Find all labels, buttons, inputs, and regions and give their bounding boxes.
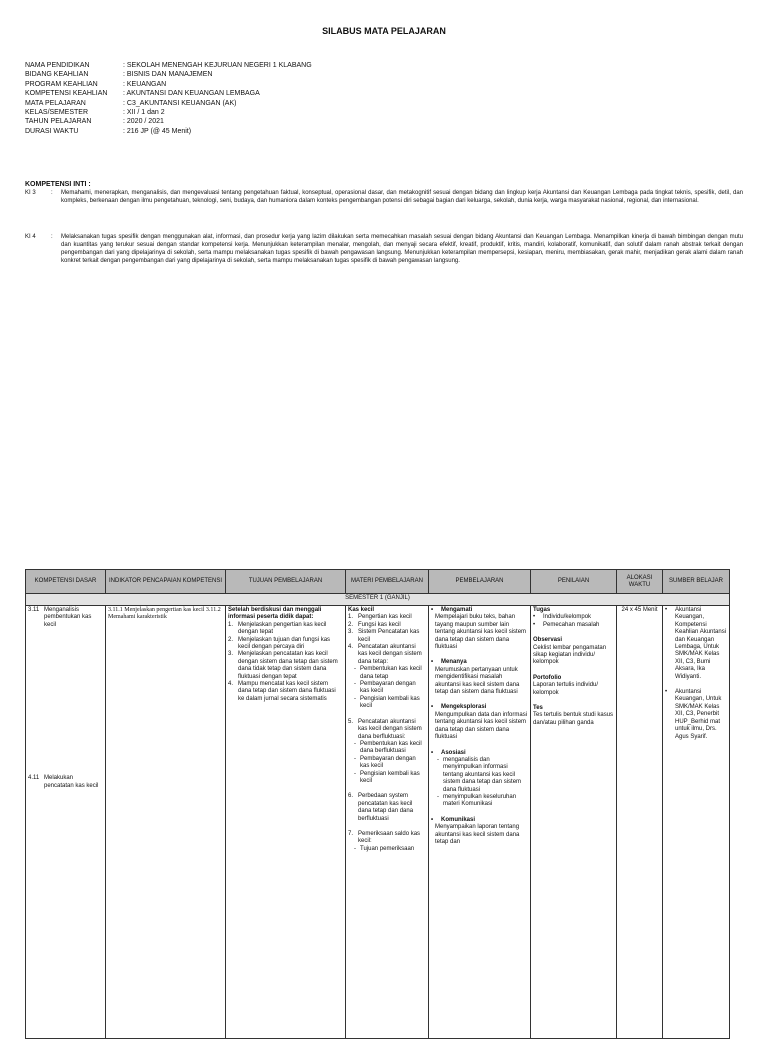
activity-text: Mempelajari buku teks, bahan tayang maupun sumber lain tentang akuntansi kas kecil sistem dana tetap dan sistem dana fluktuasi	[435, 614, 527, 651]
bullet-icon: •	[533, 621, 536, 628]
header-tujuan: TUJUAN PEMBELAJARAN	[226, 570, 346, 594]
sub-text: Pembentukan kas kecil dana tetap	[360, 666, 422, 680]
list-item	[533, 622, 614, 629]
list-item	[228, 651, 343, 681]
ki-label: KI 3	[25, 190, 36, 196]
sub-item	[348, 741, 426, 756]
cell-alokasi: 24 x 45 Menit	[617, 606, 663, 1039]
activity-heading	[431, 704, 528, 711]
tujuan-intro: Setelah berdiskusi dan menggali informasi peserta didik dapat:	[228, 607, 322, 621]
list-item	[228, 622, 343, 637]
list-text: Akuntansi Keuangan, Untuk SMK/MAK Kelas XII, C3, Penerbit HUP_Berhid mat untuk ilmu, Drs. Agus Syarif.	[675, 689, 722, 740]
ki-text: Melaksanakan tugas spesifik dengan menggunakan alat, informasi, dan prosedur kerja yang lazim dilakukan serta memecahkan masalah sesuai dengan bidang Akuntansi dan Keuangan Lembaga. Menampilkan kinerja di bawah bimbingan dengan mutu dan kuantitas yang terukur sesuai dengan standar kompetensi kerja. Menunjukkan keterampilan menalar, mengolah, dan menyaji secara efektif, kreatif, produktif, kritis, mandiri, kolaboratif, komunikatif, dan solutif dalam ranah abstrak terkait dengan pengembangan dari yang dipelajarinya di sekolah, serta mampu melaksanakan tugas spesifik di bawah pengawasan langsung. Menunjukkan keterampilan mempersepsi, kesiapan, meniru, membiasakan, gerak mahir, menjadikan gerak alami dalam ranah konkret terkait dengan pengembangan dari yang dipelajarinya di sekolah, serta mampu melaksanakan tugas spesifik di bawah pengawasan langsung.	[61, 234, 743, 264]
assessment-heading: Portofolio	[533, 674, 562, 681]
list-number: 3.	[228, 651, 234, 658]
assessment-text: Laporan tertulis individu/ kelompok	[533, 682, 599, 696]
assessment-heading: Tes	[533, 705, 543, 712]
ki-separator: :	[51, 234, 53, 240]
list-item	[228, 637, 343, 652]
activity-text: Merumuskan pertanyaan untuk mengidentifikasi masalah akuntansi kas kecil sistem dana tetap dan sistem dana fluktuasi	[435, 666, 520, 696]
sub-text: Pengisian kembali kas kecil	[360, 770, 420, 784]
activity-heading	[431, 817, 528, 824]
info-row	[25, 99, 312, 108]
list-text: Individu/kelompok	[543, 614, 592, 621]
semester-label: SEMESTER 1 (GANJIL)	[26, 594, 730, 606]
sub-item	[348, 846, 426, 853]
list-number: 6.	[348, 793, 354, 800]
sub-item	[431, 794, 528, 809]
list-text: Perbedaan system pencatatan kas kecil dana tetap dan dana berfluktuasi	[358, 793, 414, 822]
activity-heading	[431, 607, 528, 614]
list-item	[348, 719, 426, 741]
list-text: Pengertian kas kecil	[358, 614, 412, 621]
info-value: : AKUNTANSI DAN KEUANGAN LEMBAGA	[123, 90, 260, 98]
bullet-icon: •	[431, 607, 434, 613]
info-value: : 2020 / 2021	[123, 118, 164, 126]
sub-text: menganalisis dan menyimpulkan informasi tentang akuntansi kas kecil sistem dana tetap dan sistem dana fluktuasi	[443, 756, 522, 793]
activity-title: Komunikasi	[441, 816, 476, 823]
list-number: 2.	[228, 636, 234, 643]
header-materi: MATERI PEMBELAJARAN	[346, 570, 429, 594]
list-item	[228, 681, 343, 703]
materi-heading: Kas kecil	[348, 607, 375, 613]
info-value: : 216 JP (@ 45 Menit)	[123, 127, 192, 135]
header-kompetensi-dasar: KOMPETENSI DASAR	[26, 570, 106, 594]
list-item	[348, 614, 426, 621]
cell-indikator: 3.11.1 Menjelaskan pengertian kas kecil 3.11.2 Memahami karakteristik	[106, 606, 226, 1039]
info-row	[25, 117, 312, 126]
sub-item	[348, 771, 426, 786]
list-number: 1.	[228, 621, 234, 628]
assessment-text: Tes tertulis bentuk studi kasus dan/atau pilihan ganda	[533, 712, 614, 726]
list-text: Menjelaskan pencatatan kas kecil dengan sistem dana tetap dan sistem dana tidak tetap dan sistem dana fluktuasi dengan tepat	[238, 651, 338, 680]
cell-pembelajaran	[429, 606, 531, 1039]
cell-sumber	[663, 606, 730, 1039]
sub-text: menyimpulkan keseluruhan materi Komunikasi	[443, 793, 517, 808]
kd-text: Melakukan pencatatan kas kecil	[44, 775, 99, 789]
bullet-icon: •	[665, 607, 668, 613]
dash-icon: -	[354, 695, 356, 702]
list-item	[348, 793, 426, 823]
header-indikator: INDIKATOR PENCAPAIAN KOMPETENSI	[106, 570, 226, 594]
header-alokasi: ALOKASI WAKTU	[617, 570, 663, 594]
list-number: 5.	[348, 718, 354, 725]
info-label: PROGRAM KEAHLIAN	[25, 80, 98, 88]
list-text: Menjelaskan pengertian kas kecil dengan tepat	[238, 621, 327, 636]
list-item	[348, 622, 426, 629]
dash-icon: -	[354, 755, 356, 762]
sub-text: Pembayaran dengan kas kecil	[360, 755, 416, 770]
header-penilaian: PENILAIAN	[531, 570, 617, 594]
list-number: 4.	[348, 644, 354, 651]
bullet-icon: •	[533, 614, 536, 621]
assessment-heading: Tugas	[533, 607, 551, 613]
list-text: Pencatatan akuntansi kas kecil dengan sistem dana tetap:	[358, 644, 422, 665]
info-label: NAMA PENDIDIKAN	[25, 62, 90, 69]
sub-item	[348, 681, 426, 696]
list-item	[665, 607, 727, 681]
header-pembelajaran: PEMBELAJARAN	[429, 570, 531, 594]
sub-text: Pembayaran dengan kas kecil	[360, 681, 416, 695]
bullet-icon: •	[431, 816, 434, 823]
activity-title: Menanya	[441, 659, 467, 666]
list-number: 4.	[228, 681, 234, 688]
assessment-text: Ceklist lembar pengamatan sikap kegiatan individu/ kelompok	[533, 644, 607, 666]
info-label: KELAS/SEMESTER	[25, 109, 89, 117]
cell-penilaian	[531, 606, 617, 1039]
sub-item	[348, 666, 426, 681]
ki-label: KI 4	[25, 234, 36, 240]
ki-heading: KOMPETENSI INTI :	[25, 181, 91, 188]
dash-icon: -	[354, 770, 356, 777]
info-row	[25, 108, 312, 117]
bullet-icon: •	[431, 704, 434, 711]
identity-block	[25, 61, 312, 136]
list-text: Pemecahan masalah	[543, 621, 600, 628]
info-label: KOMPETENSI KEAHLIAN	[25, 90, 108, 98]
dash-icon: -	[354, 681, 356, 688]
activity-title: Mengeksplorasi	[441, 704, 487, 711]
info-row	[25, 89, 312, 98]
bullet-icon: •	[431, 749, 434, 756]
activity-text: Menyampaikan laporan tentang akuntansi kas kecil sistem dana tetap dan	[435, 824, 520, 845]
list-item	[533, 614, 614, 621]
activity-text: Mengumpulkan data dan informasi tentang akuntansi kas kecil sistem dana tetap dan sistem dana fluktuasi	[435, 711, 528, 741]
kd-number: 3.11	[28, 607, 40, 613]
list-number: 7.	[348, 830, 354, 837]
sub-text: Pembentukan kas kecil dana berfluktuasi	[360, 740, 422, 755]
list-number: 1.	[348, 614, 354, 621]
list-text: Fungsi kas kecil	[358, 621, 401, 628]
list-item	[348, 644, 426, 666]
list-number: 3.	[348, 629, 354, 636]
list-text: Mampu mencatat kas kecil sistem dana tetap dan sistem dana fluktuasi ke dalam jurnal secara sistematis	[238, 681, 336, 702]
sub-text: Pengisian kembali kas kecil	[360, 695, 420, 710]
dash-icon: -	[437, 756, 439, 763]
document-title: SILABUS MATA PELAJARAN	[322, 26, 446, 36]
ki-text: Memahami, menerapkan, menganalisis, dan mengevaluasi tentang pengetahuan faktual, konseptual, operasional dasar, dan metakognitif sesuai dengan bidang dan lingkup kerja Akuntansi dan Keuangan Lembaga pada tingkat teknis, spesifik, detil, dan kompleks, berkenaan dengan ilmu pengetahuan, teknologi, seni, budaya, dan humaniora dalam konteks pengembangan potensi diri sebagai bagian dari keluarga, sekolah, dunia kerja, warga masyarakat nasional, regional, dan internasional.	[61, 190, 743, 204]
activity-heading	[431, 750, 528, 757]
info-row	[25, 70, 312, 79]
list-item	[348, 629, 426, 644]
bullet-icon: •	[665, 689, 668, 696]
dash-icon: -	[354, 845, 356, 852]
header-sumber: SUMBER BELAJAR	[663, 570, 730, 594]
info-label: DURASI WAKTU	[25, 127, 79, 135]
dash-icon: -	[354, 666, 356, 673]
info-label: BIDANG KEAHLIAN	[25, 71, 89, 79]
info-value: : C3_AKUNTANSI KEUANGAN (AK)	[123, 99, 237, 107]
dash-icon: -	[437, 793, 439, 800]
info-value: : XII / 1 dan 2	[123, 109, 165, 117]
sub-item	[348, 696, 426, 711]
info-row	[25, 80, 312, 89]
dash-icon: -	[354, 740, 356, 747]
list-item	[348, 831, 426, 846]
list-text: Pencatatan akuntansi kas kecil dengan sistem dana berfluktuasi:	[358, 718, 422, 740]
ki-3	[25, 190, 743, 206]
info-label: TAHUN PELAJARAN	[25, 118, 92, 126]
list-text: Pemeriksaan saldo kas kecil:	[358, 830, 421, 845]
info-value: : KEUANGAN	[123, 80, 167, 88]
sub-item	[348, 756, 426, 771]
info-value: : BISNIS DAN MANAJEMEN	[123, 71, 213, 79]
semester-row	[26, 594, 730, 606]
syllabus-table	[25, 569, 730, 1039]
table-row	[26, 606, 730, 1039]
ki-separator: :	[51, 190, 53, 196]
list-text: Akuntansi Keuangan, Kompetensi Keahlian Akuntansi dan Keuangan Lembaga, Untuk SMK/MAK Kelas XII, C3, Bumi Aksara, Ika Widiyanti.	[675, 607, 727, 680]
list-number: 2.	[348, 621, 354, 628]
info-row	[25, 61, 312, 70]
list-text: Sistem Pencatatan kas kecil	[358, 629, 420, 643]
assessment-heading: Observasi	[533, 637, 563, 644]
kd-item	[28, 775, 103, 790]
activity-heading	[431, 659, 528, 666]
ki-4	[25, 234, 743, 266]
sub-text: Tujuan pemeriksaan	[360, 845, 415, 852]
info-value: : SEKOLAH MENENGAH KEJURUAN NEGERI 1 KLABANG	[123, 62, 312, 69]
info-label: MATA PELAJARAN	[25, 99, 86, 107]
list-item	[665, 689, 727, 741]
cell-tujuan	[226, 606, 346, 1039]
list-text: Menjelaskan tujuan dan fungsi kas kecil dengan percaya diri	[238, 636, 331, 651]
bullet-icon: •	[431, 659, 434, 666]
kd-text: Menganalisis pembentukan kas kecil	[44, 607, 92, 628]
table-header-row	[26, 570, 730, 594]
sub-item	[431, 757, 528, 794]
cell-kompetensi-dasar	[26, 606, 106, 1039]
info-row	[25, 127, 312, 136]
activity-title: Asosiasi	[441, 749, 466, 756]
cell-materi	[346, 606, 429, 1039]
kd-number: 4.11	[28, 775, 40, 782]
activity-title: Mengamati	[441, 607, 473, 613]
kd-item	[28, 607, 103, 629]
